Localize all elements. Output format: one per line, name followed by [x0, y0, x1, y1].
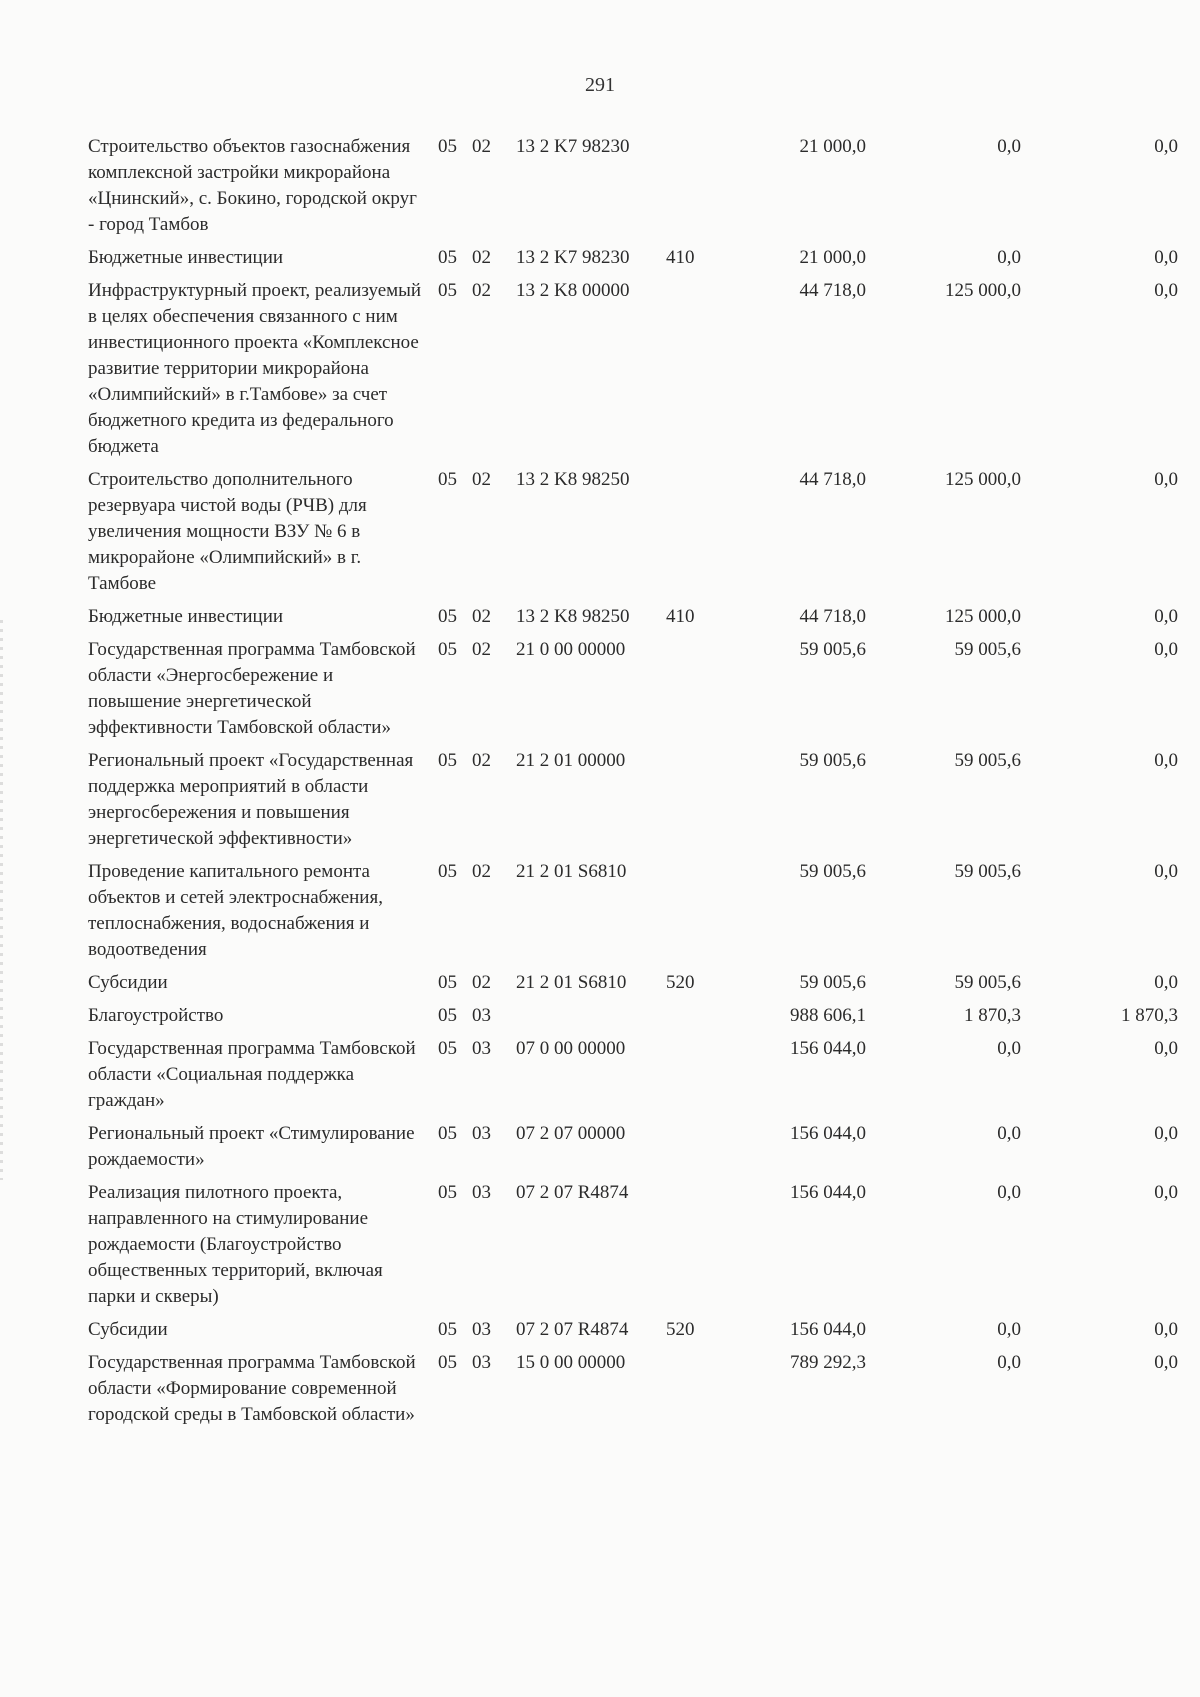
amount-year-1: 44 718,0 — [799, 469, 866, 490]
table-row — [88, 1180, 1178, 1317]
expense-type-code: 410 — [666, 606, 695, 627]
table-row — [88, 604, 1178, 637]
amount-year-3: 0,0 — [1154, 1352, 1178, 1373]
amount-year-1: 21 000,0 — [799, 247, 866, 268]
amount-year-2: 0,0 — [997, 1182, 1021, 1203]
amount-year-1: 156 044,0 — [790, 1123, 866, 1144]
subsection-code: 02 — [472, 280, 491, 301]
amount-year-3: 0,0 — [1154, 1123, 1178, 1144]
amount-year-1: 59 005,6 — [799, 750, 866, 771]
item-name: Субсидии — [88, 972, 168, 993]
amount-year-3: 1 870,3 — [1121, 1005, 1178, 1026]
target-article-code: 21 2 01 00000 — [516, 750, 626, 771]
amount-year-1: 44 718,0 — [799, 280, 866, 301]
amount-year-3: 0,0 — [1154, 280, 1178, 301]
section-code: 05 — [438, 1319, 457, 1340]
section-code: 05 — [438, 972, 457, 993]
expense-type-code — [666, 1121, 726, 1180]
expense-type-code — [666, 278, 726, 467]
section-code: 05 — [438, 280, 457, 301]
amount-year-3: 0,0 — [1154, 1319, 1178, 1340]
scan-edge-marks — [0, 620, 3, 1180]
item-name: Проведение капитального ремонта объектов и сетей электроснабжения, теплоснабжения, водоснабжения и водоотведения — [88, 861, 383, 960]
amount-year-3: 0,0 — [1154, 861, 1178, 882]
subsection-code: 03 — [472, 1352, 491, 1373]
amount-year-1: 988 606,1 — [790, 1005, 866, 1026]
table-row — [88, 1317, 1178, 1350]
item-name: Государственная программа Тамбовской области «Социальная поддержка граждан» — [88, 1038, 416, 1111]
target-article-code: 21 0 00 00000 — [516, 639, 626, 660]
amount-year-2: 59 005,6 — [954, 639, 1021, 660]
section-code: 05 — [438, 861, 457, 882]
amount-year-3: 0,0 — [1154, 606, 1178, 627]
table-row — [88, 245, 1178, 278]
amount-year-1: 156 044,0 — [790, 1319, 866, 1340]
amount-year-1: 59 005,6 — [799, 639, 866, 660]
subsection-code: 02 — [472, 972, 491, 993]
amount-year-1: 21 000,0 — [799, 136, 866, 157]
subsection-code: 02 — [472, 861, 491, 882]
amount-year-1: 156 044,0 — [790, 1182, 866, 1203]
table-row — [88, 637, 1178, 748]
item-name: Реализация пилотного проекта, направленного на стимулирование рождаемости (Благоустройство общественных территорий, включая парки и скверы) — [88, 1182, 383, 1307]
amount-year-3: 0,0 — [1154, 247, 1178, 268]
amount-year-2: 59 005,6 — [954, 972, 1021, 993]
subsection-code: 03 — [472, 1123, 491, 1144]
page-number: 291 — [585, 74, 615, 96]
expense-type-code — [666, 859, 726, 970]
section-code: 05 — [438, 1123, 457, 1144]
amount-year-3: 0,0 — [1154, 1038, 1178, 1059]
expense-type-code — [666, 1350, 726, 1435]
expense-type-code — [666, 748, 726, 859]
amount-year-3: 0,0 — [1154, 469, 1178, 490]
amount-year-2: 125 000,0 — [945, 606, 1021, 627]
amount-year-2: 125 000,0 — [945, 469, 1021, 490]
item-name: Региональный проект «Стимулирование рождаемости» — [88, 1123, 415, 1170]
subsection-code: 02 — [472, 247, 491, 268]
amount-year-2: 0,0 — [997, 1038, 1021, 1059]
subsection-code: 02 — [472, 469, 491, 490]
target-article-code: 07 2 07 00000 — [516, 1123, 626, 1144]
section-code: 05 — [438, 606, 457, 627]
table-row — [88, 859, 1178, 970]
amount-year-3: 0,0 — [1154, 639, 1178, 660]
expense-type-code — [666, 1180, 726, 1317]
item-name: Государственная программа Тамбовской области «Формирование современной городской среды в Тамбовской области» — [88, 1352, 416, 1425]
section-code: 05 — [438, 469, 457, 490]
table-row — [88, 467, 1178, 604]
section-code: 05 — [438, 1352, 457, 1373]
amount-year-3: 0,0 — [1154, 1182, 1178, 1203]
amount-year-2: 59 005,6 — [954, 750, 1021, 771]
table-row — [88, 1003, 1178, 1036]
expense-type-code — [666, 134, 726, 245]
target-article-code: 15 0 00 00000 — [516, 1352, 626, 1373]
amount-year-2: 1 870,3 — [964, 1005, 1021, 1026]
subsection-code: 03 — [472, 1038, 491, 1059]
amount-year-1: 44 718,0 — [799, 606, 866, 627]
target-article-code: 21 2 01 S6810 — [516, 972, 627, 993]
amount-year-1: 59 005,6 — [799, 861, 866, 882]
subsection-code: 02 — [472, 136, 491, 157]
amount-year-3: 0,0 — [1154, 750, 1178, 771]
expense-type-code — [666, 1036, 726, 1121]
expense-type-code: 520 — [666, 1319, 695, 1340]
table-row — [88, 970, 1178, 1003]
section-code: 05 — [438, 1182, 457, 1203]
section-code: 05 — [438, 639, 457, 660]
expense-type-code: 520 — [666, 972, 695, 993]
subsection-code: 03 — [472, 1005, 491, 1026]
amount-year-2: 0,0 — [997, 1352, 1021, 1373]
subsection-code: 03 — [472, 1182, 491, 1203]
expense-type-code — [666, 467, 726, 604]
target-article-code: 07 2 07 R4874 — [516, 1182, 629, 1203]
target-article-code: 21 2 01 S6810 — [516, 861, 627, 882]
section-code: 05 — [438, 750, 457, 771]
item-name: Региональный проект «Государственная поддержка мероприятий в области энергосбережения и повышения энергетической эффективности» — [88, 750, 414, 849]
amount-year-1: 156 044,0 — [790, 1038, 866, 1059]
amount-year-3: 0,0 — [1154, 136, 1178, 157]
subsection-code: 02 — [472, 750, 491, 771]
table-row — [88, 278, 1178, 467]
expense-type-code — [666, 1003, 726, 1036]
section-code: 05 — [438, 136, 457, 157]
subsection-code: 02 — [472, 639, 491, 660]
amount-year-2: 0,0 — [997, 136, 1021, 157]
amount-year-2: 125 000,0 — [945, 280, 1021, 301]
subsection-code: 02 — [472, 606, 491, 627]
amount-year-2: 59 005,6 — [954, 861, 1021, 882]
item-name: Государственная программа Тамбовской области «Энергосбережение и повышение энергетической эффективности Тамбовской области» — [88, 639, 416, 738]
target-article-code: 13 2 K8 98250 — [516, 469, 630, 490]
item-name: Субсидии — [88, 1319, 168, 1340]
target-article-code: 13 2 K7 98230 — [516, 247, 630, 268]
expense-type-code: 410 — [666, 247, 695, 268]
target-article-code: 13 2 K8 00000 — [516, 280, 630, 301]
target-article-code: 07 2 07 R4874 — [516, 1319, 629, 1340]
item-name: Бюджетные инвестиции — [88, 247, 284, 268]
amount-year-2: 0,0 — [997, 1123, 1021, 1144]
amount-year-2: 0,0 — [997, 247, 1021, 268]
amount-year-1: 789 292,3 — [790, 1352, 866, 1373]
item-name: Инфраструктурный проект, реализуемый в целях обеспечения связанного с ним инвестиционного проекта «Комплексное развитие территории микрорайона «Олимпийский» в г.Тамбове» за счет бюджетного кредита из федерального бюджета — [88, 280, 422, 457]
budget-table — [88, 134, 1178, 1435]
subsection-code: 03 — [472, 1319, 491, 1340]
target-article-code: 07 0 00 00000 — [516, 1038, 626, 1059]
target-article-code: 13 2 K8 98250 — [516, 606, 630, 627]
item-name: Бюджетные инвестиции — [88, 606, 284, 627]
section-code: 05 — [438, 247, 457, 268]
item-name: Благоустройство — [88, 1005, 224, 1026]
amount-year-2: 0,0 — [997, 1319, 1021, 1340]
expense-type-code — [666, 637, 726, 748]
target-article-code: 13 2 K7 98230 — [516, 136, 630, 157]
table-row — [88, 1350, 1178, 1435]
amount-year-3: 0,0 — [1154, 972, 1178, 993]
table-row — [88, 1121, 1178, 1180]
table-row — [88, 1036, 1178, 1121]
table-row — [88, 748, 1178, 859]
amount-year-1: 59 005,6 — [799, 972, 866, 993]
target-article-code — [516, 1003, 666, 1036]
budget-table-body — [88, 134, 1178, 1435]
section-code: 05 — [438, 1038, 457, 1059]
item-name: Строительство дополнительного резервуара чистой воды (РЧВ) для увеличения мощности ВЗУ № 6 в микрорайоне «Олимпийский» в г. Тамбове — [88, 469, 367, 594]
section-code: 05 — [438, 1005, 457, 1026]
table-row — [88, 134, 1178, 245]
item-name: Строительство объектов газоснабжения комплексной застройки микрорайона «Цнинский», с. Бокино, городской округ - город Тамбов — [88, 136, 417, 235]
